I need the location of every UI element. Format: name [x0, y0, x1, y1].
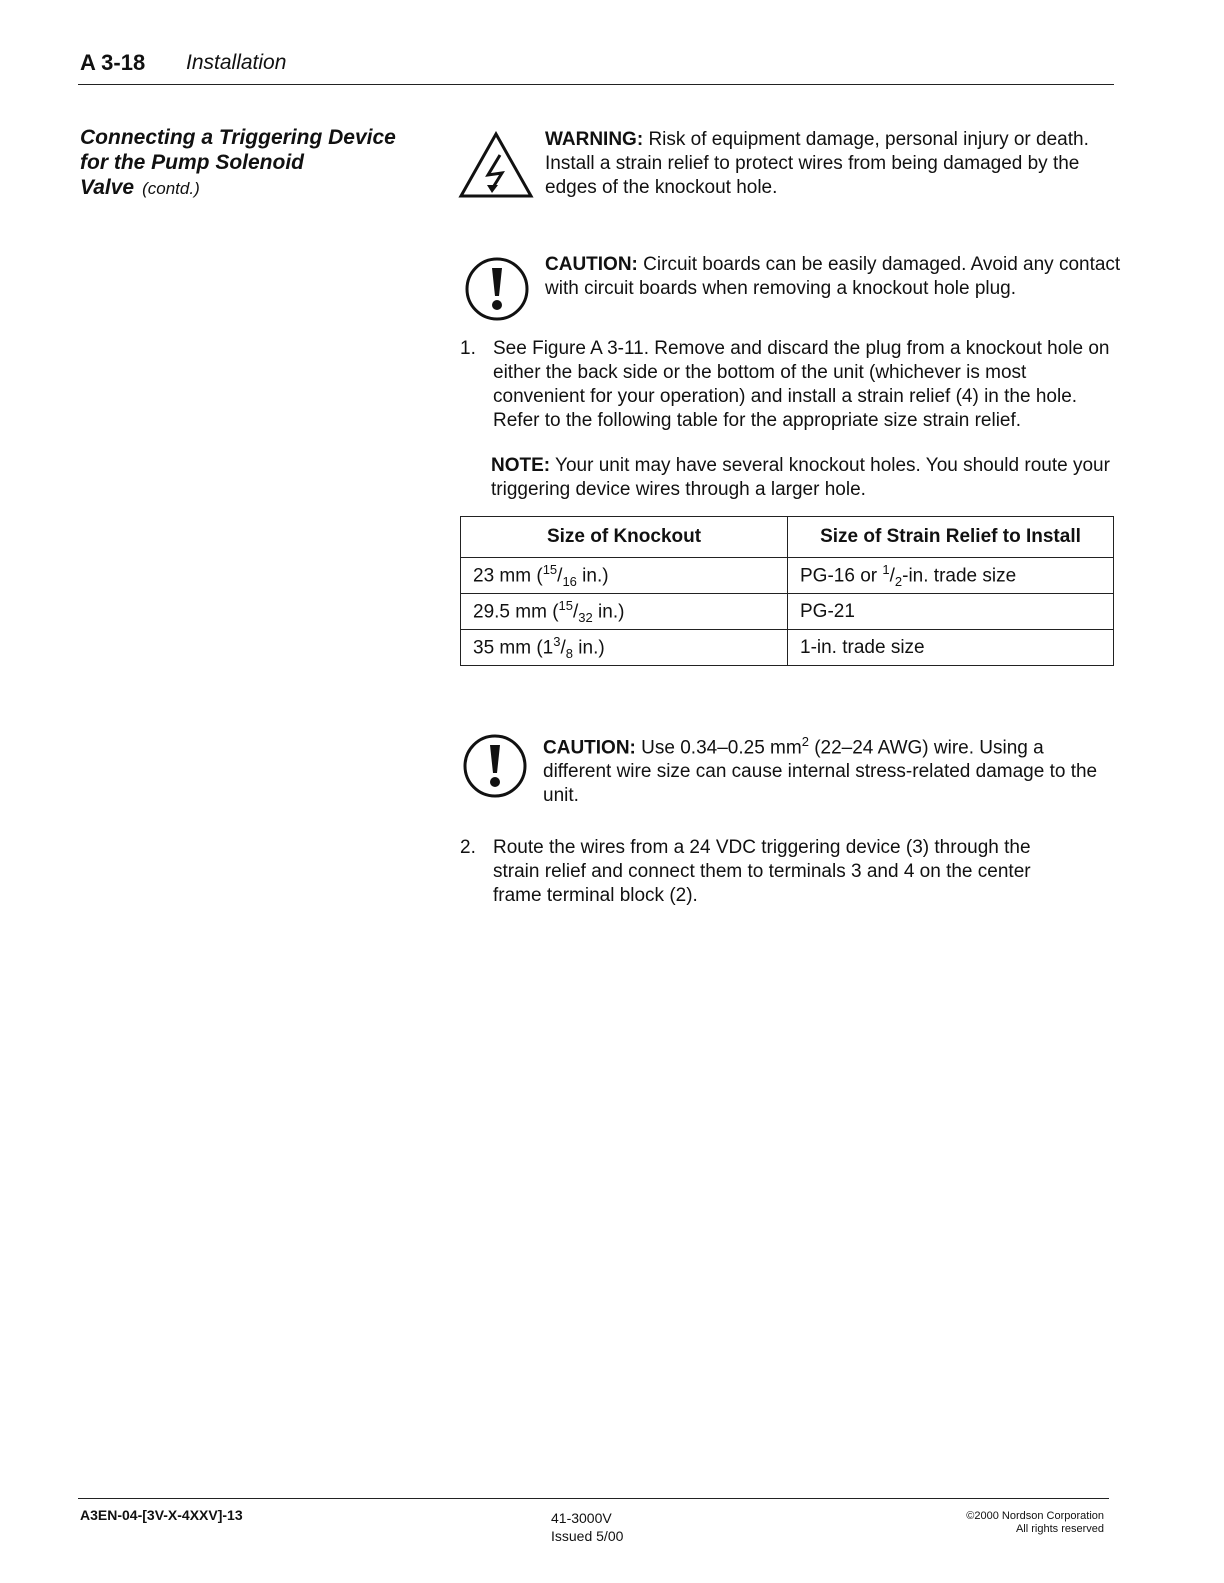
caution-icon [464, 256, 530, 322]
note-text: Your unit may have several knockout holes. You should route your triggering device wires through a larger hole. [491, 455, 1110, 500]
step-2 [460, 836, 1080, 908]
warning-notice [545, 128, 1120, 200]
table-row [461, 558, 1114, 594]
strain-relief-table [460, 516, 1114, 666]
caution-notice-wire [543, 730, 1108, 808]
step-text: Route the wires from a 24 VDC triggering device (3) through the strain relief and connect them to terminals 3 and 4 on the center frame terminal block (2). [493, 837, 1031, 906]
column-header: Size of Knockout [461, 517, 788, 558]
caution-label: CAUTION: [543, 737, 636, 759]
caution-label: CAUTION: [545, 254, 638, 275]
side-heading [80, 125, 420, 201]
caution-text: Use 0.34–0.25 mm [641, 737, 802, 759]
column-header: Size of Strain Relief to Install [788, 517, 1114, 558]
table-cell-knockout: 23 mm ($^{15}/_{16}$ in.) [461, 558, 788, 594]
note-label: NOTE: [491, 455, 551, 476]
rights-line: All rights reserved [1015, 1523, 1104, 1535]
side-heading-text: Connecting a Triggering Device for the Pump Solenoid Valve [80, 126, 396, 199]
table-header-row [461, 517, 1114, 558]
caution-icon [462, 733, 528, 799]
footer-part-number: 41-3000V [551, 1510, 612, 1526]
caution-text: Circuit boards can be easily damaged. Avoid any contact with circuit boards when removing a knockout hole plug. [545, 254, 1121, 299]
header-divider [78, 84, 1114, 85]
caution-notice-circuit [545, 253, 1125, 301]
table-cell-relief: PG-21 [788, 594, 1114, 630]
table-cell-relief: 1-in. trade size [788, 630, 1114, 666]
electrical-warning-icon [458, 131, 534, 199]
step-number: 1. [460, 338, 476, 359]
table-row [461, 630, 1114, 666]
note [491, 454, 1121, 502]
footer-doc-id: A3EN-04-[3V-X-4XXV]-13 [80, 1507, 243, 1523]
table-cell-relief: PG-16 or $^1/_2-in$. trade size [788, 558, 1114, 594]
footer-part-info [551, 1509, 623, 1545]
warning-label: WARNING: [545, 129, 644, 150]
side-heading-contd: (contd.) [142, 179, 200, 198]
step-number: 2. [460, 837, 476, 858]
caution-sup: 2 [801, 734, 809, 749]
table-cell-knockout: 35 mm ($1^3/_8$ in.) [461, 630, 788, 666]
warning-text: Risk of equipment damage, personal injury or death. Install a strain relief to protect wires from being damaged by the edges of the knockout hole. [545, 129, 1089, 198]
caution-text-cont: (22–24 AWG) wire. Using a different wire size can cause internal stress-related damage to the unit. [543, 737, 1098, 807]
page-number: A 3-18 [80, 50, 146, 75]
footer-issued: Issued 5/00 [551, 1528, 624, 1544]
table-row [461, 594, 1114, 630]
step-text: See Figure A 3-11. Remove and discard the plug from a knockout hole on either the back side or the bottom of the unit (whichever is most convenient for your operation) and install a strain relief (4) in the hole. Refer to the following table for the appropriate size strain relief. [493, 338, 1110, 431]
step-1 [460, 337, 1120, 433]
footer-divider [78, 1498, 1109, 1499]
section-title: Installation [186, 51, 287, 74]
copyright-line: ©2000 Nordson Corporation [966, 1510, 1104, 1522]
footer-copyright [880, 1510, 1104, 1536]
table-cell-knockout: 29.5 mm ($^{15}/_{32}$ in.) [461, 594, 788, 630]
